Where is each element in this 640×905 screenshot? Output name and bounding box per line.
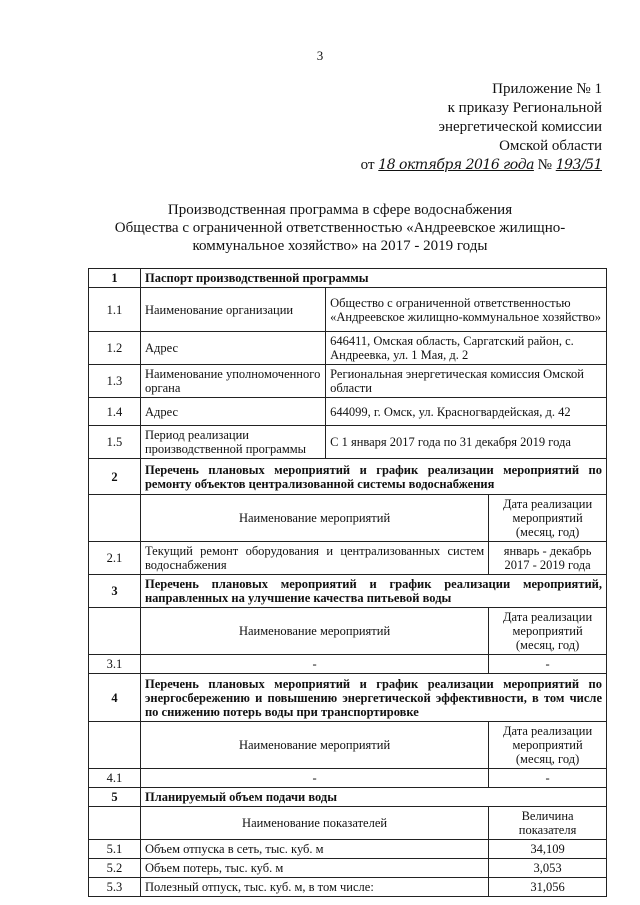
row-label: Адрес <box>140 332 325 365</box>
col-header-name: Наименование показателей <box>140 807 488 840</box>
row-date: - <box>489 769 607 788</box>
row-value: С 1 января 2017 года по 31 декабря 2019 года <box>326 426 607 459</box>
column-header-row <box>89 495 607 542</box>
section-number: 2 <box>89 459 141 495</box>
title-line-3: коммунальное хозяйство» на 2017 - 2019 годы <box>192 238 488 254</box>
section-number: 4 <box>89 674 141 722</box>
number-prefix: № <box>537 157 552 173</box>
row-name: Полезный отпуск, тыс. куб. м, в том числе: <box>140 878 488 897</box>
row-number: 5.3 <box>89 878 141 897</box>
row-number: 5.1 <box>89 840 141 859</box>
row-number: 5.2 <box>89 859 141 878</box>
empty-cell <box>89 608 141 655</box>
column-header-row <box>89 807 607 840</box>
table-row <box>89 859 607 878</box>
col-header-value: Величина показателя <box>489 807 607 840</box>
appendix-line-2: к приказу Региональной <box>447 100 602 116</box>
col-header-name: Наименование мероприятий <box>140 722 488 769</box>
row-number: 1.4 <box>89 398 141 426</box>
table-row <box>89 398 607 426</box>
row-number: 1.5 <box>89 426 141 459</box>
empty-cell <box>89 807 141 840</box>
row-number: 4.1 <box>89 769 141 788</box>
section-title: Перечень плановых мероприятий и график реализации мероприятий, направленных на улучшение качества питьевой воды <box>140 575 606 608</box>
section-title: Планируемый объем подачи воды <box>140 788 606 807</box>
section-4-header <box>89 674 607 722</box>
empty-cell <box>89 495 141 542</box>
appendix-line-4: Омской области <box>499 138 602 154</box>
column-header-row <box>89 722 607 769</box>
appendix-line-3: энергетической комиссии <box>438 119 602 135</box>
document-title <box>90 201 590 255</box>
row-value: Региональная энергетическая комиссия Омской области <box>326 365 607 398</box>
column-header-row <box>89 608 607 655</box>
table-row <box>89 655 607 674</box>
row-name: - <box>140 655 488 674</box>
section-number: 1 <box>89 269 141 288</box>
section-title: Паспорт производственной программы <box>140 269 606 288</box>
row-name: Текущий ремонт оборудования и централизованных систем водоснабжения <box>140 542 488 575</box>
row-value: 31,056 <box>489 878 607 897</box>
section-2-header <box>89 459 607 495</box>
page-number: 3 <box>316 48 324 63</box>
table-row <box>89 288 607 332</box>
table-row <box>89 542 607 575</box>
row-label: Наименование уполномоченного органа <box>140 365 325 398</box>
appendix-header <box>361 80 602 175</box>
title-line-2: Общества с ограниченной ответственностью «Андреевское жилищно- <box>114 220 566 236</box>
table-row <box>89 840 607 859</box>
section-3-header <box>89 575 607 608</box>
table-row <box>89 769 607 788</box>
row-number: 1.3 <box>89 365 141 398</box>
col-header-date: Дата реализации мероприятий (месяц, год) <box>489 495 607 542</box>
row-name: Объем потерь, тыс. куб. м <box>140 859 488 878</box>
col-header-date: Дата реализации мероприятий (месяц, год) <box>489 722 607 769</box>
table-row <box>89 426 607 459</box>
row-label: Наименование организации <box>140 288 325 332</box>
col-header-name: Наименование мероприятий <box>140 495 488 542</box>
date-prefix: от <box>360 157 375 173</box>
row-number: 2.1 <box>89 542 141 575</box>
section-title: Перечень плановых мероприятий и график реализации мероприятий по энергосбережению и повышению энергетической эффективности, в том числе по снижению потерь воды при транспортировке <box>140 674 606 722</box>
row-value: Общество с ограниченной ответственностью «Андреевское жилищно-коммунальное хозяйство» <box>326 288 607 332</box>
row-number: 1.2 <box>89 332 141 365</box>
section-title: Перечень плановых мероприятий и график реализации мероприятий по ремонту объектов централизованной системы водоснабжения <box>140 459 606 495</box>
appendix-line-1: Приложение № 1 <box>492 81 602 97</box>
section-5-header <box>89 788 607 807</box>
table-row <box>89 332 607 365</box>
row-value: 3,053 <box>489 859 607 878</box>
table-row <box>89 878 607 897</box>
row-value: 646411, Омская область, Саргатский район, с. Андреевка, ул. 1 Мая, д. 2 <box>326 332 607 365</box>
row-number: 1.1 <box>89 288 141 332</box>
section-number: 3 <box>89 575 141 608</box>
row-label: Период реализации производственной программы <box>140 426 325 459</box>
appendix-date-line <box>361 156 602 175</box>
handwritten-number: 193/51 <box>555 157 602 173</box>
row-number: 3.1 <box>89 655 141 674</box>
row-label: Адрес <box>140 398 325 426</box>
section-1-header <box>89 269 607 288</box>
program-table <box>88 268 607 897</box>
row-name: - <box>140 769 488 788</box>
col-header-name: Наименование мероприятий <box>140 608 488 655</box>
table-row <box>89 365 607 398</box>
row-date: - <box>489 655 607 674</box>
row-value: 34,109 <box>489 840 607 859</box>
title-line-1: Производственная программа в сфере водоснабжения <box>167 202 513 218</box>
empty-cell <box>89 722 141 769</box>
row-name: Объем отпуска в сеть, тыс. куб. м <box>140 840 488 859</box>
handwritten-date: 18 октября 2016 года <box>378 157 534 173</box>
row-value: 644099, г. Омск, ул. Красногвардейская, д. 42 <box>326 398 607 426</box>
section-number: 5 <box>89 788 141 807</box>
row-date: январь - декабрь 2017 - 2019 года <box>489 542 607 575</box>
col-header-date: Дата реализации мероприятий (месяц, год) <box>489 608 607 655</box>
